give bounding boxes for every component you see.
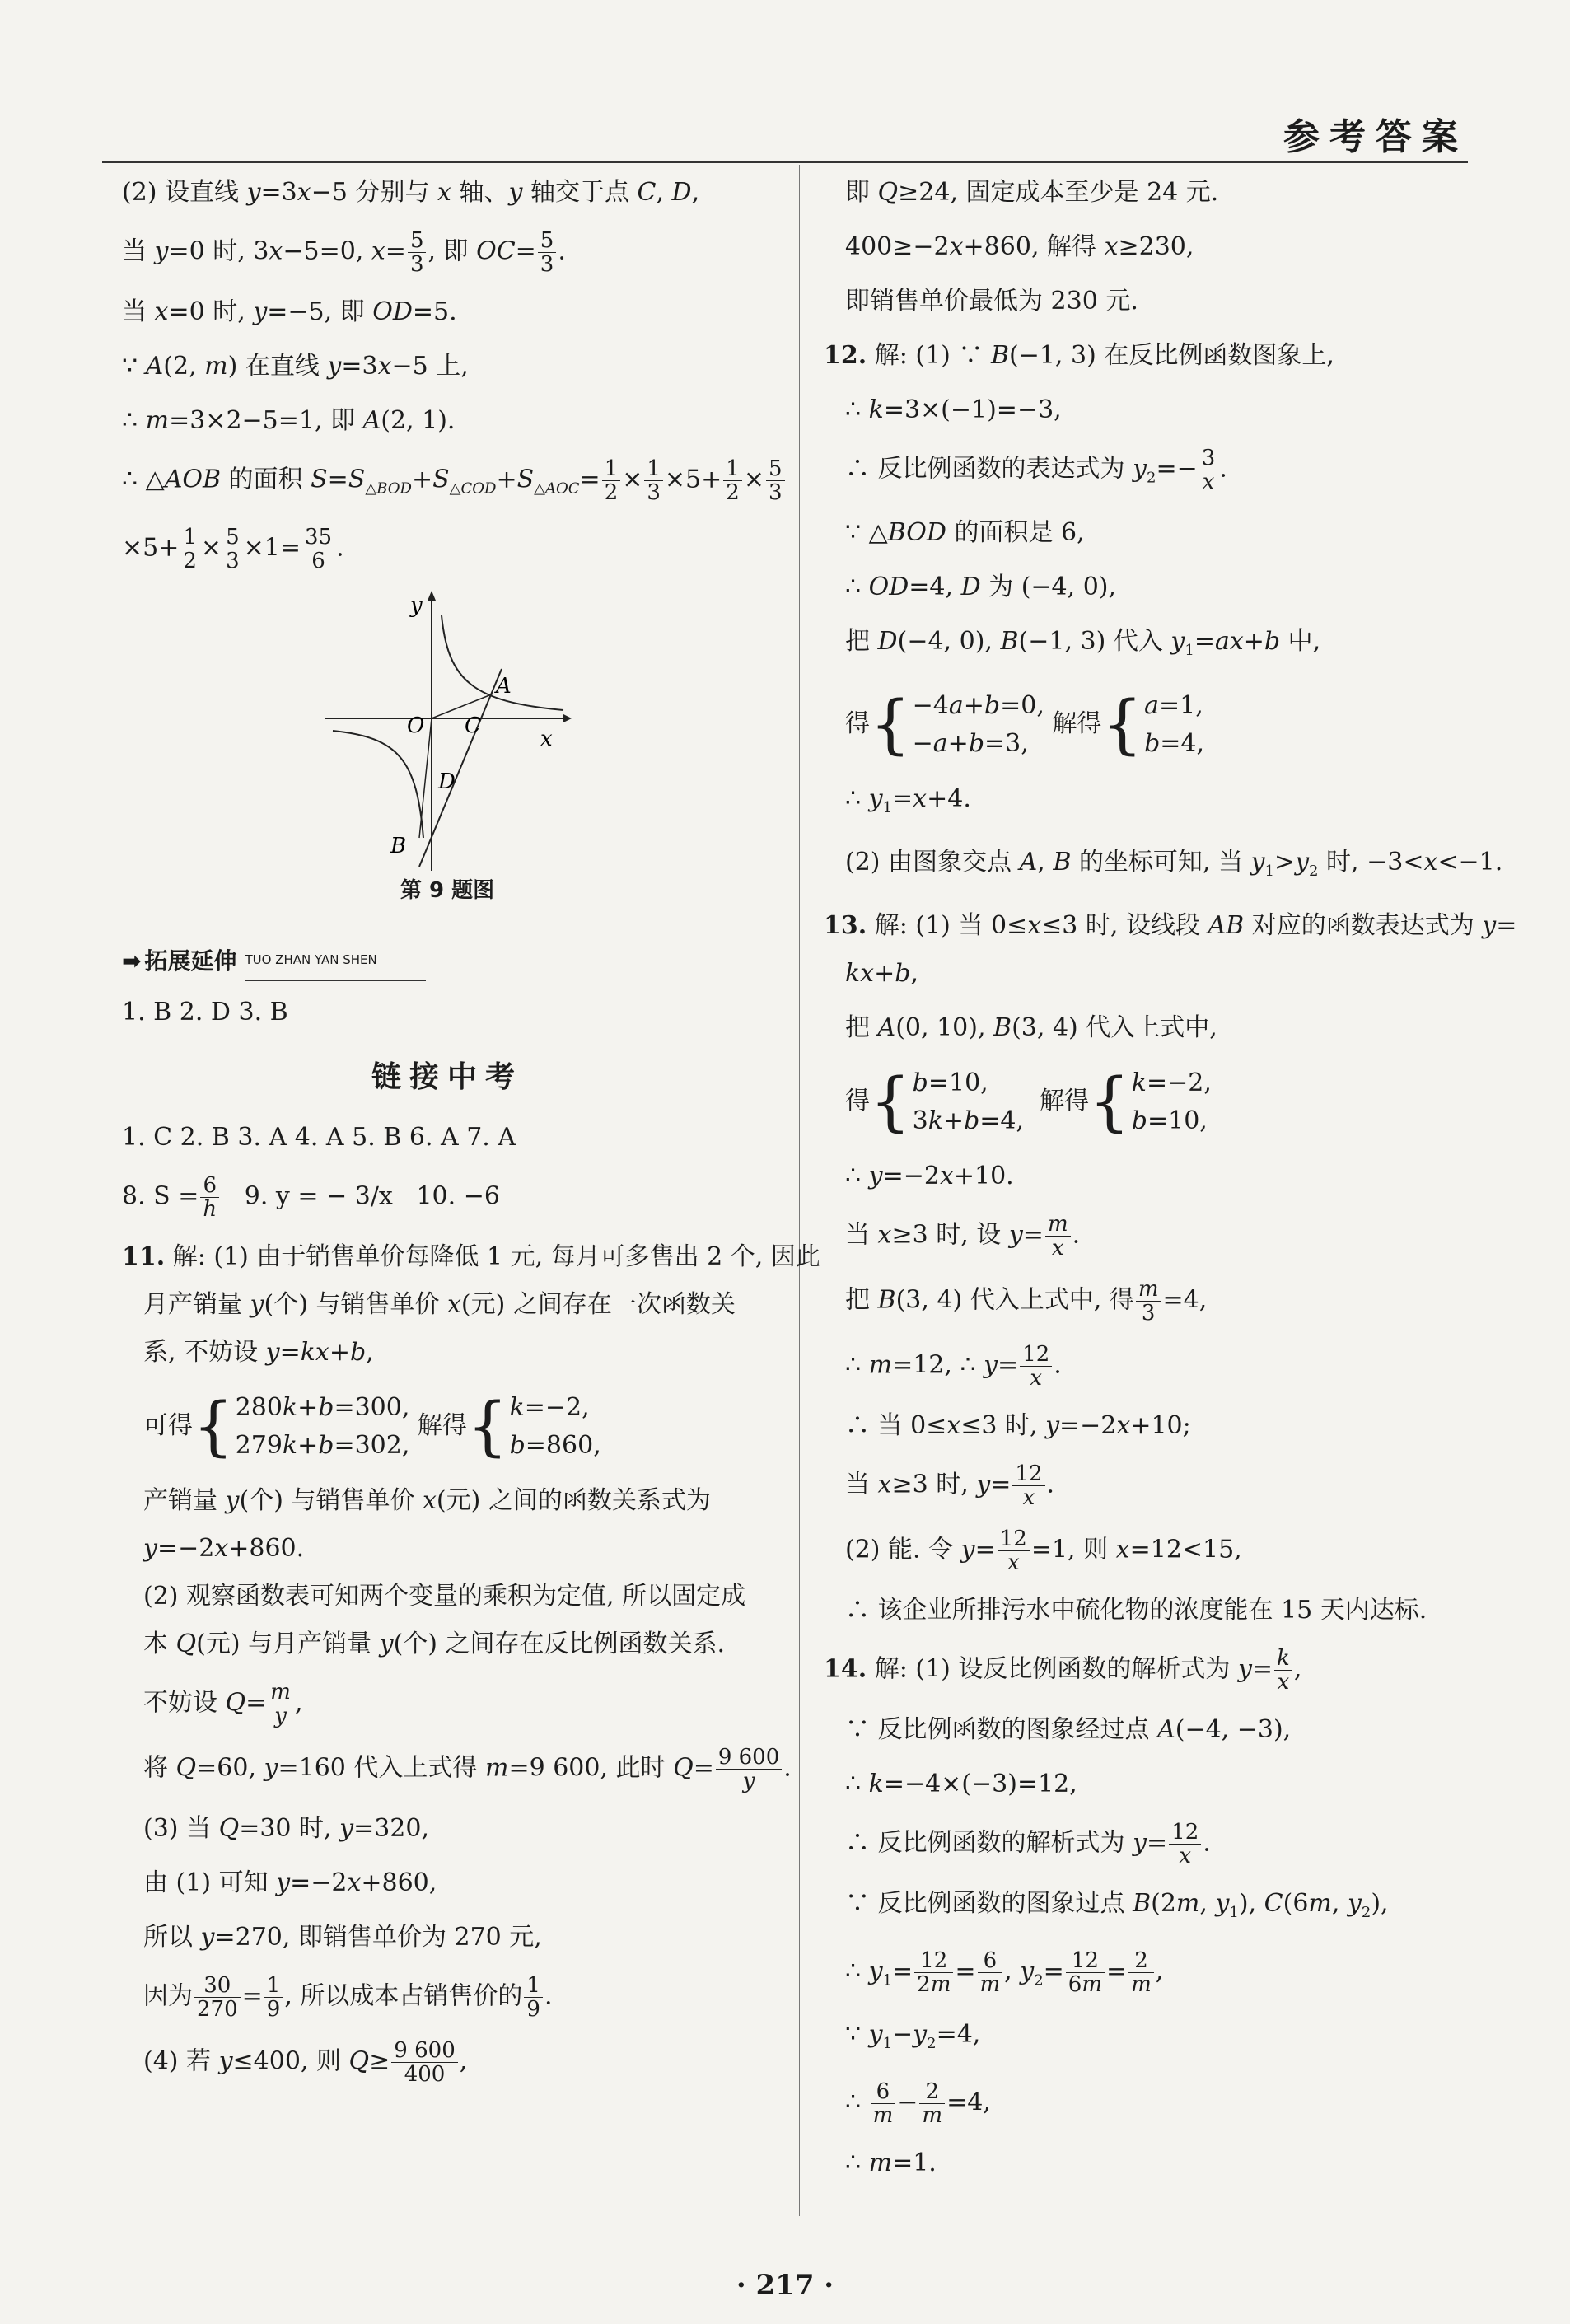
- text-line: 产销量 y(个) 与销售单价 x(元) 之间的函数关系式为: [143, 1485, 711, 1515]
- text-line: ∵ $y_1-y_2=4$,: [845, 2020, 981, 2052]
- text-line: (2) 能. 令 y= $\frac{12}{x}$ =1, 则 x=12<15,: [845, 1526, 1242, 1575]
- text-line: 本 Q(元) 与月产销量 y(个) 之间存在反比例函数关系.: [143, 1629, 726, 1658]
- text-line: 400≥−2x+860, 解得 x≥230,: [845, 232, 1194, 261]
- section-extend-tag: [122, 942, 773, 981]
- text-line: 得{ −4a+b=0, −a+b=3, 解得{ a=1, b=4,: [845, 687, 1205, 762]
- text-line: (2) 设直线 y=3x−5 分别与 x 轴、y 轴交于点 C, D,: [122, 178, 700, 207]
- text-line: 因为 $\frac{30}{270}$ = $\frac{1}{9}$ , 所以成本占销售价的 $\frac{1}{9}$ .: [143, 1972, 553, 2022]
- hyperbola-third-quadrant: [333, 731, 423, 838]
- left-column: [122, 175, 820, 2104]
- text-line: (3) 当 Q=30 时, y=320,: [143, 1813, 429, 1843]
- column-divider: [799, 165, 800, 2216]
- text-line: 即 Q≥24, 固定成本至少是 24 元.: [845, 178, 1219, 207]
- text-line: ∴ 反比例函数的解析式为 y= $\frac{12}{x}$ .: [845, 1819, 1211, 1868]
- text-line: 可得{ 280k+b=300, 279k+b=302, 解得{ k=−2, b=860,: [143, 1389, 601, 1464]
- text-line: 当 y=0 时, 3x−5=0, x= $\frac{5}{3}$ , 即 OC= $\frac{5}{3}$ .: [122, 228, 566, 277]
- text-line: (4) 若 y≤400, 则 Q≥ $\frac{9 600}{400}$ ,: [143, 2037, 468, 2087]
- text-line: ×5+ $\frac{1}{2}$ × $\frac{5}{3}$ ×1= $\frac{35}{6}$ .: [122, 524, 344, 573]
- label-o: O: [407, 713, 425, 738]
- text-line: 当 x≥3 时, 设 y= $\frac{m}{x}$ .: [845, 1211, 1081, 1260]
- text-line: (2) 由图象交点 A, B 的坐标可知, 当 $y_1>y_2$ 时, −3<x<−1.: [845, 847, 1503, 880]
- text-line: ∴ k=−4×(−3)=12,: [845, 1769, 1077, 1798]
- arrow-right-icon: ➡: [122, 947, 142, 975]
- text-line: 不妨设 Q= $\frac{m}{y}$ ,: [143, 1679, 303, 1728]
- text-line: (2) 观察函数表可知两个变量的乘积为定值, 所以固定成: [143, 1581, 746, 1611]
- text-line: 所以 y=270, 即销售单价为 270 元,: [143, 1922, 542, 1952]
- page-number: · 217 ·: [736, 2269, 834, 2302]
- y-axis-arrow: [428, 591, 436, 601]
- label-y: y: [410, 592, 423, 618]
- text-line: 月产销量 y(个) 与销售单价 x(元) 之间存在一次函数关: [143, 1289, 736, 1319]
- text-line: 把 D(−4, 0), B(−1, 3) 代入 $y_1=ax+b$ 中,: [845, 626, 1321, 659]
- text-line: ∴ 当 0≤x≤3 时, y=−2x+10;: [845, 1410, 1191, 1440]
- text-line: 系, 不妨设 y=kx+b,: [143, 1337, 374, 1367]
- page-header-title: 参考答案: [1283, 116, 1468, 158]
- choice-answers: 1. C 2. B 3. A 4. A 5. B 6. A 7. A: [122, 1122, 516, 1152]
- label-d: D: [438, 769, 456, 794]
- text-line: 把 A(0, 10), B(3, 4) 代入上式中,: [845, 1012, 1217, 1042]
- text-line: ∴ $\frac{6}{m}$ − $\frac{2}{m}$ =4,: [845, 2079, 991, 2128]
- label-a: A: [496, 673, 512, 699]
- text-line: ∴ $y_1=x+4$.: [845, 783, 971, 816]
- text-line: 把 B(3, 4) 代入上式中, 得 $\frac{m}{3}$ =4,: [845, 1276, 1208, 1326]
- function-graph-figure: [325, 591, 572, 871]
- text-line: 11. 解: (1) 由于销售单价每降低 1 元, 每月可多售出 2 个, 因此: [122, 1241, 820, 1271]
- text-line: 13. 解: (1) 当 0≤x≤3 时, 设线段 AB 对应的函数表达式为 y=: [824, 910, 1517, 940]
- text-line: y=−2x+860.: [143, 1533, 305, 1563]
- text-line: 得{ b=10, 3k+b=4, 解得{ k=−2, b=10,: [845, 1064, 1212, 1139]
- label-c: C: [465, 713, 481, 738]
- text-line: ∵ 反比例函数的图象过点 B(2m, $y_1$), C(6m, $y_2$),: [845, 1888, 1389, 1921]
- right-column: [824, 175, 1517, 2200]
- text-line: 8. S = $\frac{6}{h}$ 9. y = − 3/x 10. −6: [122, 1172, 500, 1222]
- text-line: ∴ △AOB 的面积 $S=S_{\triangle BOD}+S_{\triangle COD}+S_{\triangle AOC}=$ $\frac{1}{2}$ × $\frac{1}{3}$ ×5+ $\frac{1}{2}$ × $\frac{5}{3}$: [122, 457, 773, 507]
- text-line: 当 x≥3 时, y= $\frac{12}{x}$ .: [845, 1461, 1055, 1510]
- text-line: kx+b,: [845, 958, 919, 988]
- text-line: ∵ 反比例函数的图象经过点 A(−4, −3),: [845, 1714, 1292, 1744]
- text-line: ∴ y=−2x+10.: [845, 1161, 1014, 1190]
- text-line: 12. 解: (1) ∵ B(−1, 3) 在反比例函数图象上,: [824, 341, 1334, 370]
- text-line: 14. 解: (1) 设反比例函数的解析式为 y= $\frac{k}{x}$ ,: [824, 1645, 1302, 1695]
- segment-oa: [432, 694, 493, 718]
- text-line: 将 Q=60, y=160 代入上式得 m=9 600, 此时 Q= $\frac{9 600}{y}$ .: [143, 1744, 792, 1793]
- q10-answer: 10. −6: [416, 1181, 500, 1210]
- x-axis-arrow: [563, 714, 572, 722]
- text-line: ∴ 反比例函数的表达式为 $y_2=-$ $\frac{3}{x}$ .: [845, 446, 1227, 494]
- text-line: 即销售单价最低为 230 元.: [845, 287, 1138, 316]
- q8-prefix: 8. S =: [122, 1181, 199, 1210]
- header-divider: [102, 161, 1468, 163]
- text-line: ∵ A(2, m) 在直线 y=3x−5 上,: [122, 352, 469, 381]
- text-line: ∵ △BOD 的面积是 6,: [845, 517, 1085, 547]
- text-line: ∴ m=1.: [845, 2149, 937, 2177]
- text-line: ∴ m=12, ∴ y= $\frac{12}{x}$ .: [845, 1341, 1062, 1391]
- text-line: ∴ m=3×2−5=1, 即 A(2, 1).: [122, 406, 456, 435]
- text-line: ∴ OD=4, D 为 (−4, 0),: [845, 572, 1117, 601]
- text-line: 当 x=0 时, y=−5, 即 OD=5.: [122, 297, 457, 326]
- section-extend-pinyin: TUO ZHAN YAN SHEN: [245, 942, 426, 981]
- label-b: B: [390, 833, 407, 858]
- q9-answer: 9. y = − 3/x: [244, 1181, 393, 1210]
- extend-answers: 1. B 2. D 3. B: [122, 997, 288, 1026]
- text-line: ∴ k=3×(−1)=−3,: [845, 395, 1062, 424]
- section-extend-label: 拓展延伸: [144, 947, 237, 975]
- label-x: x: [540, 726, 553, 751]
- text-line: 由 (1) 可知 y=−2x+860,: [143, 1868, 437, 1897]
- text-line: ∴ 该企业所排污水中硫化物的浓度能在 15 天内达标.: [845, 1595, 1427, 1625]
- text-line: ∴ $y_1=$ $\frac{12}{2m}$ = $\frac{6}{m}$ , $y_2=$ $\frac{12}{6m}$ = $\frac{2}{m}$ ,: [845, 1948, 1164, 1997]
- figure-caption: 第 9 题图: [400, 877, 495, 903]
- section-link-title: 链接中考: [371, 1059, 523, 1094]
